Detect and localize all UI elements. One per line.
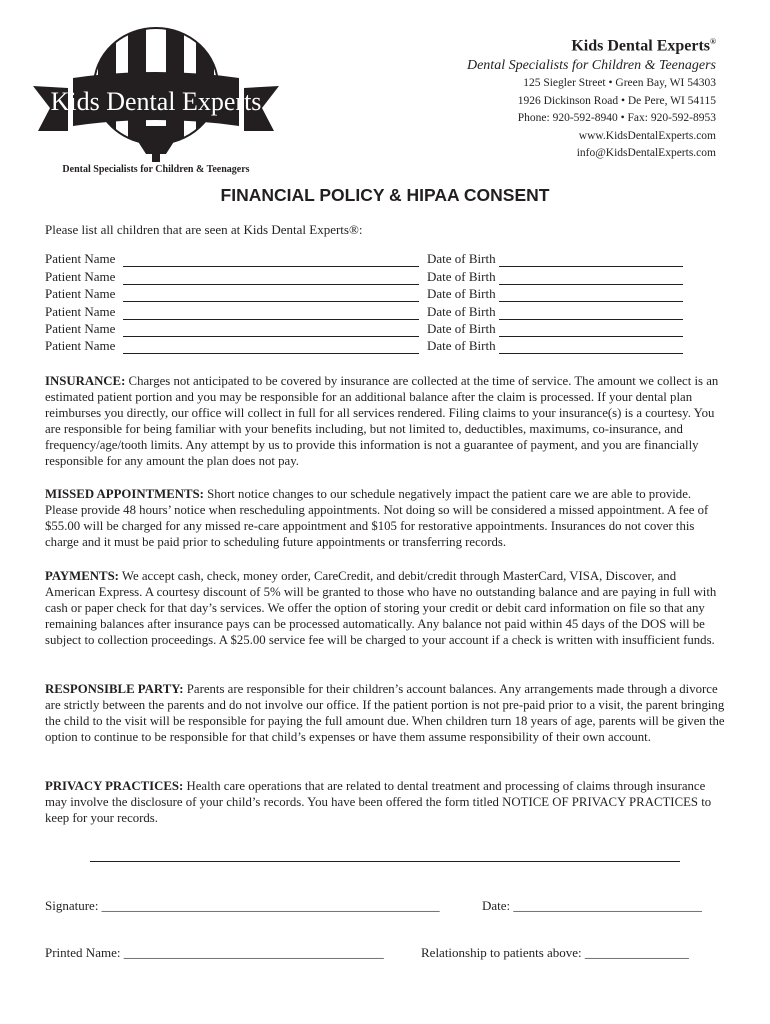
patient-row <box>45 302 685 319</box>
date-of-birth-label: Date of Birth <box>427 338 496 354</box>
patient-list <box>45 250 685 354</box>
date-of-birth-input[interactable] <box>499 271 683 285</box>
section-heading: PAYMENTS: <box>45 569 119 583</box>
date-of-birth-label: Date of Birth <box>427 320 496 336</box>
email-link[interactable]: info@KidsDentalExperts.com <box>576 147 716 160</box>
patient-name-input[interactable] <box>123 253 419 267</box>
signature-field[interactable]: Signature: ____________________________________________________ <box>45 898 440 913</box>
registered-mark: ® <box>710 37 716 46</box>
practice-tagline: Dental Specialists for Children & Teenagers <box>466 58 716 74</box>
patient-name-label: Patient Name <box>45 268 116 284</box>
date-of-birth-label: Date of Birth <box>427 286 496 302</box>
kids-dental-experts-logo <box>28 26 284 176</box>
patient-name-input[interactable] <box>123 288 419 302</box>
page-title: FINANCIAL POLICY & HIPAA CONSENT <box>220 185 550 205</box>
patient-row <box>45 250 685 267</box>
phone-fax: Phone: 920-592-8940 • Fax: 920-592-8953 <box>517 112 716 125</box>
patient-name-input[interactable] <box>123 271 419 285</box>
practice-header <box>467 32 716 163</box>
section-text: Health care operations that are related to dental treatment and processing of claims through insurance may involve the disclosure of your child’s records. You have been offered the form titled NOTICE OF PRIVACY PRACTICES to keep for your records. <box>45 779 712 826</box>
patient-row <box>45 267 685 284</box>
divider-line <box>90 861 680 862</box>
date-of-birth-label: Date of Birth <box>427 268 496 284</box>
date-of-birth-input[interactable] <box>499 253 683 267</box>
date-field[interactable]: Date: _____________________________ <box>482 898 702 913</box>
svg-text:Kids Dental Experts: Kids Dental Experts <box>50 87 262 116</box>
missed-appointments-section <box>45 486 725 550</box>
address-de-pere: 1926 Dickinson Road • De Pere, WI 54115 <box>517 94 716 107</box>
address-green-bay: 125 Siegler Street • Green Bay, WI 54303 <box>523 77 716 90</box>
privacy-practices-section <box>45 778 725 826</box>
section-heading: RESPONSIBLE PARTY: <box>45 682 184 696</box>
patient-row <box>45 320 685 337</box>
date-of-birth-input[interactable] <box>499 288 683 302</box>
website-link[interactable]: www.KidsDentalExperts.com <box>578 129 716 142</box>
date-of-birth-label: Date of Birth <box>427 251 496 267</box>
patient-name-input[interactable] <box>123 306 419 320</box>
section-text: Short notice changes to our schedule negatively impact the patient care we are able to provide. Please provide 48 hours’ notice when rescheduling appointments. Not doing so will be considered a missed appointment. A fee of $55.00 will be charged for any missed re-care appointment and $105 for restorative appointments. Insurances do not cover this charge and it must be paid prior to scheduling future appointments or transferring records. <box>45 487 709 550</box>
patient-row <box>45 337 685 354</box>
patient-name-input[interactable] <box>123 323 419 337</box>
date-of-birth-label: Date of Birth <box>427 303 496 319</box>
patient-name-label: Patient Name <box>45 320 116 336</box>
patient-name-label: Patient Name <box>45 338 116 354</box>
section-heading: INSURANCE: <box>45 374 126 388</box>
intro-text: Please list all children that are seen at Kids Dental Experts®: <box>45 222 363 237</box>
section-text: Parents are responsible for their children’s account balances. Any arrangements made through a divorce are strictly between the parents and do not involve our office. If the patient portion is not pre-paid prior to a visit, the parent bringing the child to the visit will be responsible for paying the full amount due. When children turn 18 years of age, parents will be given the option to continue to be responsible for that child’s expenses or have them assume responsibility of their own account. <box>45 682 725 745</box>
practice-name: Kids Dental Experts <box>571 37 711 55</box>
patient-name-input[interactable] <box>123 340 419 354</box>
relationship-field[interactable]: Relationship to patients above: ________________ <box>421 945 689 960</box>
patient-row <box>45 285 685 302</box>
svg-text:Dental Specialists for Childre: Dental Specialists for Children & Teenagers <box>62 164 250 175</box>
section-text: Charges not anticipated to be covered by insurance are collected at the time of service. The amount we collect is an estimated patient portion and you may be responsible for an additional balance after the claim is processed. If your dental plan reimburses you directly, our office will collect in full for all services rendered. Filing claims to your insurance(s) is a courtesy. You are responsible for being familiar with your benefits including, but not limited to, deductibles, maximums, co-insurance, and frequency/age/tooth limits. Any attempt by us to provide this information is not a guarantee of payment, and you are financially responsible for any amount the plan does not pay. <box>45 374 719 469</box>
patient-name-label: Patient Name <box>45 286 116 302</box>
printed-name-field[interactable]: Printed Name: ________________________________________ <box>45 945 384 960</box>
date-of-birth-input[interactable] <box>499 306 683 320</box>
insurance-section <box>45 373 725 470</box>
section-text: We accept cash, check, money order, CareCredit, and debit/credit through MasterCard, VISA, Discover, and American Express. A courtesy discount of 5% will be granted to those who have no outstanding balance and are paying in full with cash or paper check for that day’s services. We offer the option of storing your credit or debit card information on file so that any remaining balances after insurance pays can be processed automatically. Any balance not paid within 45 days of the DOS will be subject to collection proceedings. A $25.00 service fee will be charged to your account if a check is written with insufficient funds. <box>45 569 717 648</box>
section-heading: PRIVACY PRACTICES: <box>45 779 184 793</box>
patient-name-label: Patient Name <box>45 251 116 267</box>
date-of-birth-input[interactable] <box>499 340 683 354</box>
section-heading: MISSED APPOINTMENTS: <box>45 487 204 501</box>
patient-name-label: Patient Name <box>45 303 116 319</box>
date-of-birth-input[interactable] <box>499 323 683 337</box>
responsible-party-section <box>45 681 725 745</box>
payments-section <box>45 568 725 648</box>
